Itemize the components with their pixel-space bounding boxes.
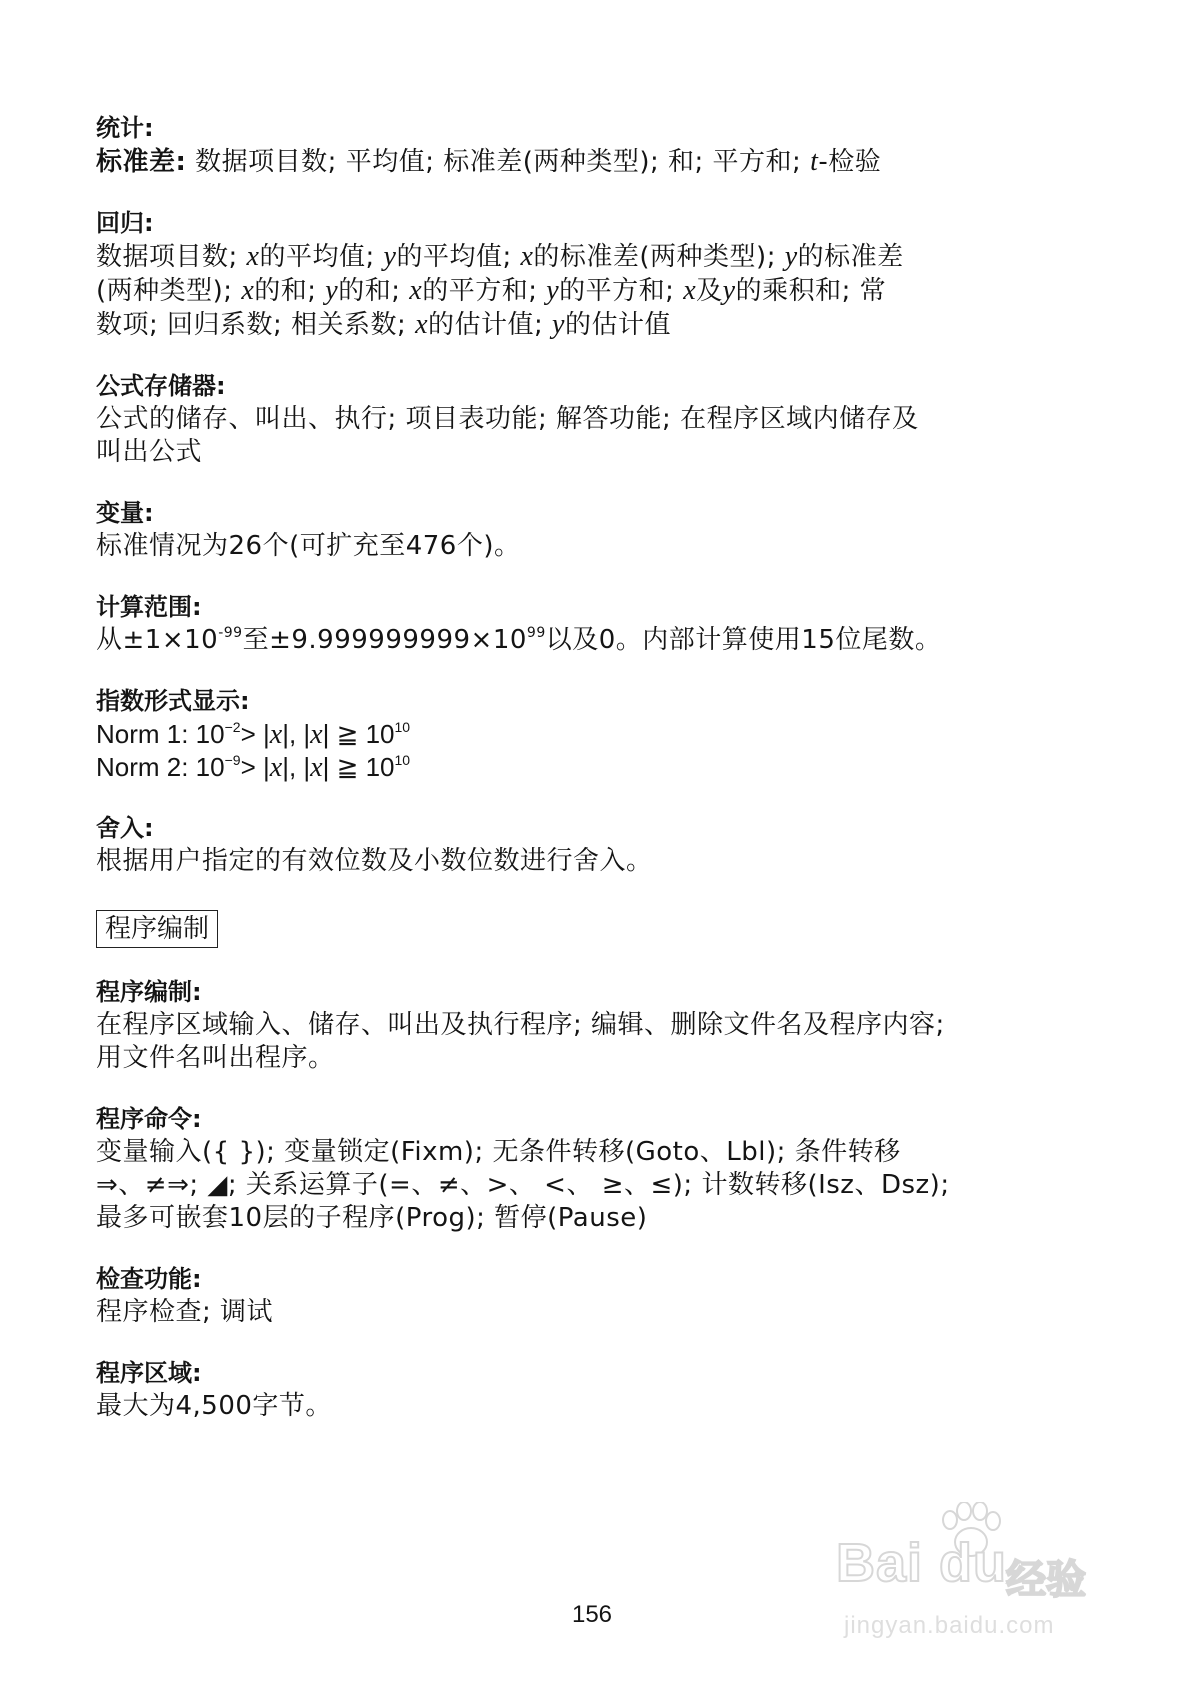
document-page xyxy=(96,112,1056,1451)
section-programming xyxy=(96,976,1056,1075)
norm1-line: Norm 1: $10^{-2}> |x|$, |x| ≧ $10^{10}$ xyxy=(96,719,411,750)
section-program-commands xyxy=(96,1103,1056,1235)
norm2-line: Norm 2: $10^{-9}> |x|$, |x| ≧ $10^{10}$ xyxy=(96,752,411,783)
regression-line-1: 数据项目数; x的平均值; y的平均值; x的标准差(两种类型); y的标准差 xyxy=(96,241,904,272)
rounding-text: 根据用户指定的有效位数及小数位数进行舍入。 xyxy=(96,846,653,876)
section-formula-memory xyxy=(96,370,1056,469)
programming-line-1: 在程序区域输入、储存、叫出及执行程序; 编辑、删除文件名及程序内容; xyxy=(96,1010,945,1040)
heading-statistics: 统计: xyxy=(96,114,154,142)
section-check-functions xyxy=(96,1263,1056,1329)
section-variables xyxy=(96,497,1056,563)
section-rounding xyxy=(96,812,1056,878)
section-calc-range xyxy=(96,591,1056,657)
regression-line-2: (两种类型); x的和; y的和; x的平方和; y的平方和; x及y的乘积和; 常 xyxy=(96,275,887,306)
formula-line-1: 公式的储存、叫出、执行; 项目表功能; 解答功能; 在程序区域内储存及 xyxy=(96,404,919,434)
heading-program-commands: 程序命令: xyxy=(96,1105,202,1133)
heading-program-area: 程序区域: xyxy=(96,1359,202,1387)
section-regression xyxy=(96,207,1056,342)
baidu-jingyan-watermark xyxy=(836,1502,1116,1652)
heading-calc-range: 计算范围: xyxy=(96,593,202,621)
formula-line-2: 叫出公式 xyxy=(96,437,203,467)
heading-rounding: 舍入: xyxy=(96,814,154,842)
heading-exponent-display: 指数形式显示: xyxy=(96,687,250,715)
stats-std-line: 标准差: 数据项目数; 平均值; 标准差(两种类型); 和; 平方和; t-检验 xyxy=(96,146,882,177)
section-statistics xyxy=(96,112,1056,179)
watermark-url: jingyan.baidu.com xyxy=(844,1612,1055,1639)
regression-line-3: 数项; 回归系数; 相关系数; x的估计值; y的估计值 xyxy=(96,309,671,340)
programming-section-box: 程序编制 xyxy=(96,910,218,948)
heading-programming: 程序编制: xyxy=(96,978,202,1006)
heading-check-functions: 检查功能: xyxy=(96,1265,202,1293)
section-exponent-display xyxy=(96,685,1056,784)
heading-regression: 回归: xyxy=(96,209,154,237)
page-number: 156 xyxy=(571,1601,613,1628)
commands-line-3: 最多可嵌套10层的子程序(Prog); 暂停(Pause) xyxy=(96,1203,648,1233)
heading-variables: 变量: xyxy=(96,499,154,527)
commands-line-1: 变量输入({ }); 变量锁定(Fixm); 无条件转移(Goto、Lbl); 条件转移 xyxy=(96,1137,901,1167)
watermark-jingyan: 经验 xyxy=(1006,1557,1086,1603)
variables-text: 标准情况为26个(可扩充至476个)。 xyxy=(96,531,521,561)
program-area-text: 最大为4,500字节。 xyxy=(96,1391,332,1421)
programming-line-2: 用文件名叫出程序。 xyxy=(96,1043,335,1073)
heading-formula-memory: 公式存储器: xyxy=(96,372,226,400)
commands-line-2: ⇒、≠⇒; ◢; 关系运算子(=、≠、>、 <、 ≥、≤); 计数转移(Isz、Dsz); xyxy=(96,1170,950,1200)
watermark-brand: Bai du xyxy=(836,1533,1008,1593)
section-program-area xyxy=(96,1357,1056,1423)
calc-range-text: 从$\pm 1\times 10^{-99}$至$\pm 9.999999999\times 10^{99}$以及0。内部计算使用15位尾数。 xyxy=(96,625,942,655)
check-text: 程序检查; 调试 xyxy=(96,1297,274,1327)
